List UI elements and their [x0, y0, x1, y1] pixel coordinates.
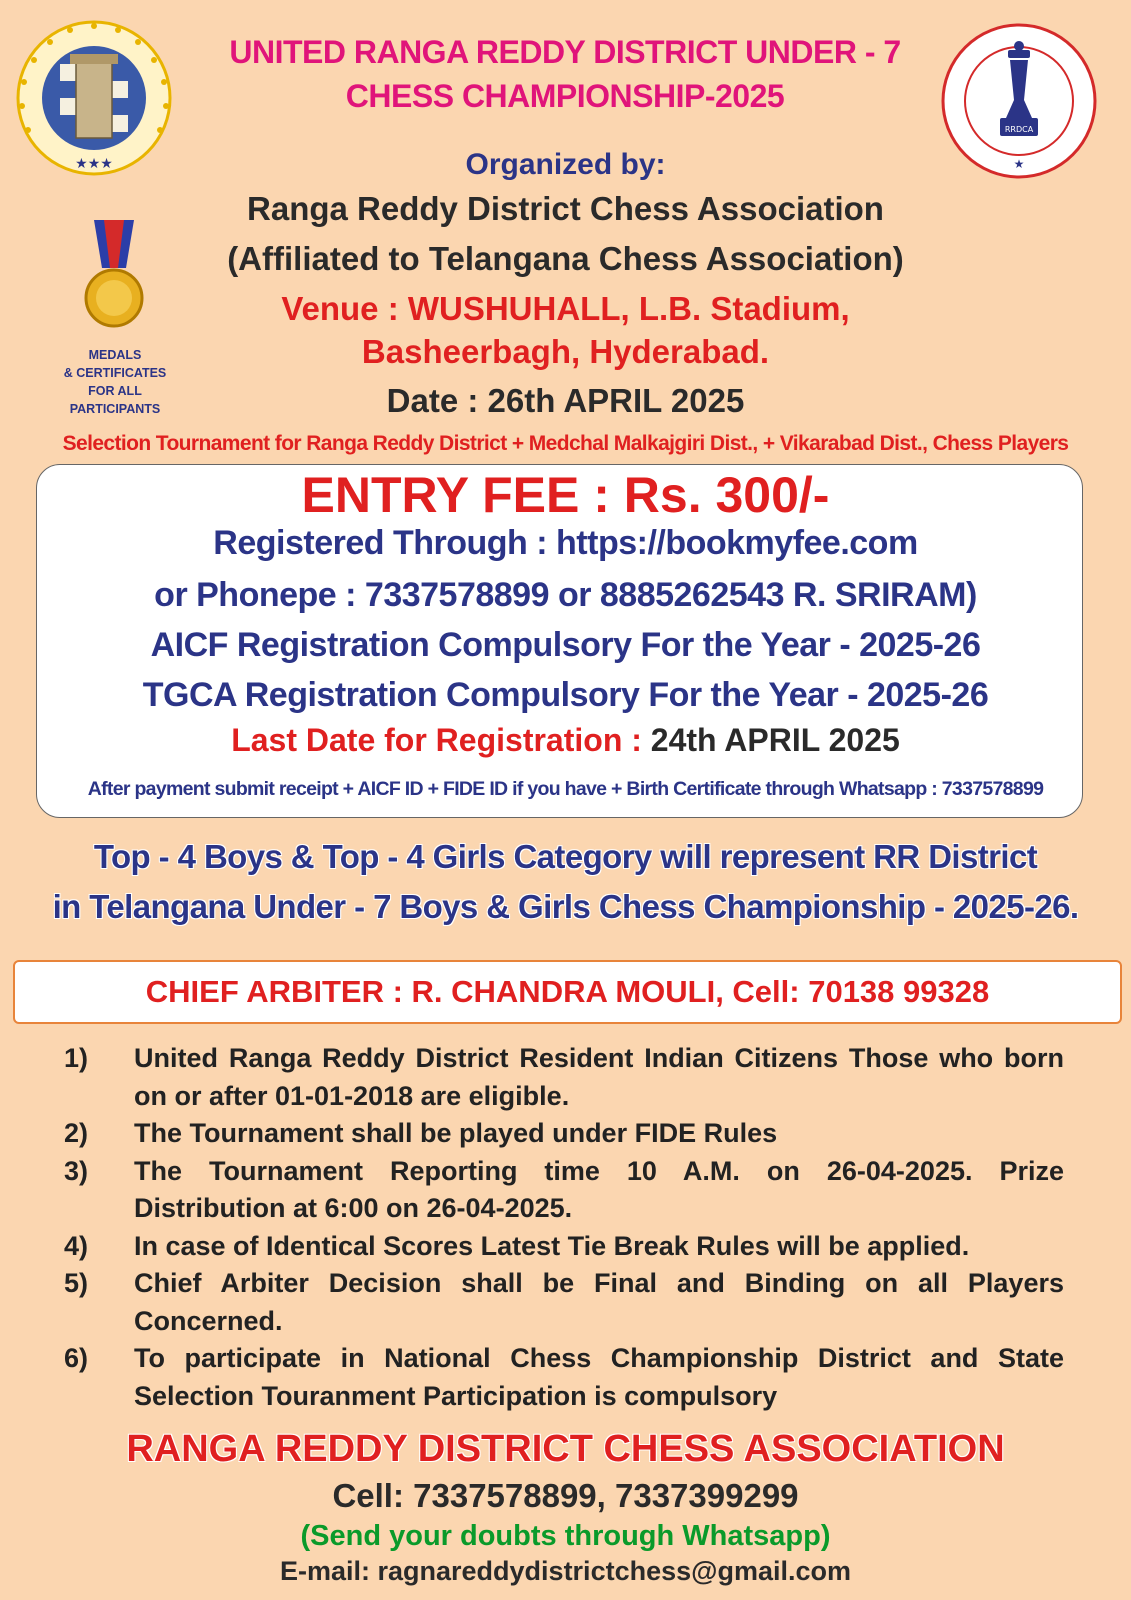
last-date-label: Last Date for Registration :	[231, 722, 642, 758]
phonepe-numbers: or Phonepe : 7337578899 or 8885262543 R. SRIRAM)	[154, 576, 977, 614]
rule-item: 6) To participate in National Chess Championship District and State Selection Touranment Participation is compulsory	[64, 1343, 1064, 1411]
venue-line2: Basheerbagh, Hyderabad.	[361, 333, 770, 370]
organizer-affiliation: (Affiliated to Telangana Chess Association)	[227, 240, 904, 277]
rules-list	[64, 1040, 1064, 1415]
svg-text:★: ★	[1013, 157, 1025, 171]
registration-link: Registered Through : https://bookmyfee.com	[213, 524, 918, 562]
represent-line1: Top - 4 Boys & Top - 4 Girls Category will represent RR District	[93, 838, 1038, 875]
rule-item: 2) The Tournament shall be played under FIDE Rules	[64, 1118, 778, 1148]
footer-whatsapp: (Send your doubts through Whatsapp)	[300, 1520, 831, 1552]
footer-org: RANGA REDDY DISTRICT CHESS ASSOCIATION	[126, 1428, 1005, 1470]
footer-cell: Cell: 7337578899, 7337399299	[332, 1477, 799, 1514]
footer-email: E-mail: ragnareddydistrictchess@gmail.com	[279, 1556, 851, 1586]
chief-arbiter: CHIEF ARBITER : R. CHANDRA MOULI, Cell: 70138 99328	[145, 974, 990, 1009]
organizer-name: Ranga Reddy District Chess Association	[247, 190, 884, 227]
event-title-line2: CHESS CHAMPIONSHIP-2025	[345, 78, 785, 114]
selection-note: Selection Tournament for Ranga Reddy District + Medchal Malkajgiri Dist., + Vikarabad Dist., Chess Players	[62, 432, 1069, 455]
organized-by-label: Organized by:	[465, 148, 666, 181]
event-date: Date : 26th APRIL 2025	[386, 382, 745, 419]
venue-line1: Venue : WUSHUHALL, L.B. Stadium,	[281, 290, 850, 327]
last-date	[0, 722, 1131, 759]
after-payment-note: After payment submit receipt + AICF ID + FIDE ID if you have + Birth Certificate through Whatsapp : 7337578899	[87, 778, 1044, 800]
rule-item: 4) In case of Identical Scores Latest Tie Break Rules will be applied.	[64, 1230, 970, 1261]
tgca-registration: TGCA Registration Compulsory For the Year - 2025-26	[142, 676, 989, 714]
aicf-registration: AICF Registration Compulsory For the Year - 2025-26	[150, 626, 981, 664]
rule-item: 3) The Tournament Reporting time 10 A.M. on 26-04-2025. Prize Distribution at 6:00 on 26-04-2025.	[64, 1155, 1064, 1223]
medal-caption: MEDALS & CERTIFICATES FOR ALL PARTICIPANTS	[63, 348, 167, 416]
rule-item: 5) Chief Arbiter Decision shall be Final and Binding on all Players Concerned.	[64, 1268, 1064, 1336]
svg-text:★★★: ★★★	[75, 156, 113, 172]
medal-icon	[84, 220, 144, 330]
represent-line2: in Telangana Under - 7 Boys & Girls Chess Championship - 2025-26.	[52, 888, 1079, 925]
event-title-line1: UNITED RANGA REDDY DISTRICT UNDER - 7	[229, 34, 901, 70]
last-date-value: 24th APRIL 2025	[650, 722, 900, 758]
svg-text:RRDCA: RRDCA	[1004, 125, 1034, 134]
event-title	[180, 30, 950, 118]
chief-arbiter-box	[13, 960, 1122, 1024]
rule-item: 1) United Ranga Reddy District Resident Indian Citizens Those who born on or after 01-01-2018 are eligible.	[64, 1043, 1064, 1111]
entry-fee: ENTRY FEE : Rs. 300/-	[301, 467, 830, 523]
